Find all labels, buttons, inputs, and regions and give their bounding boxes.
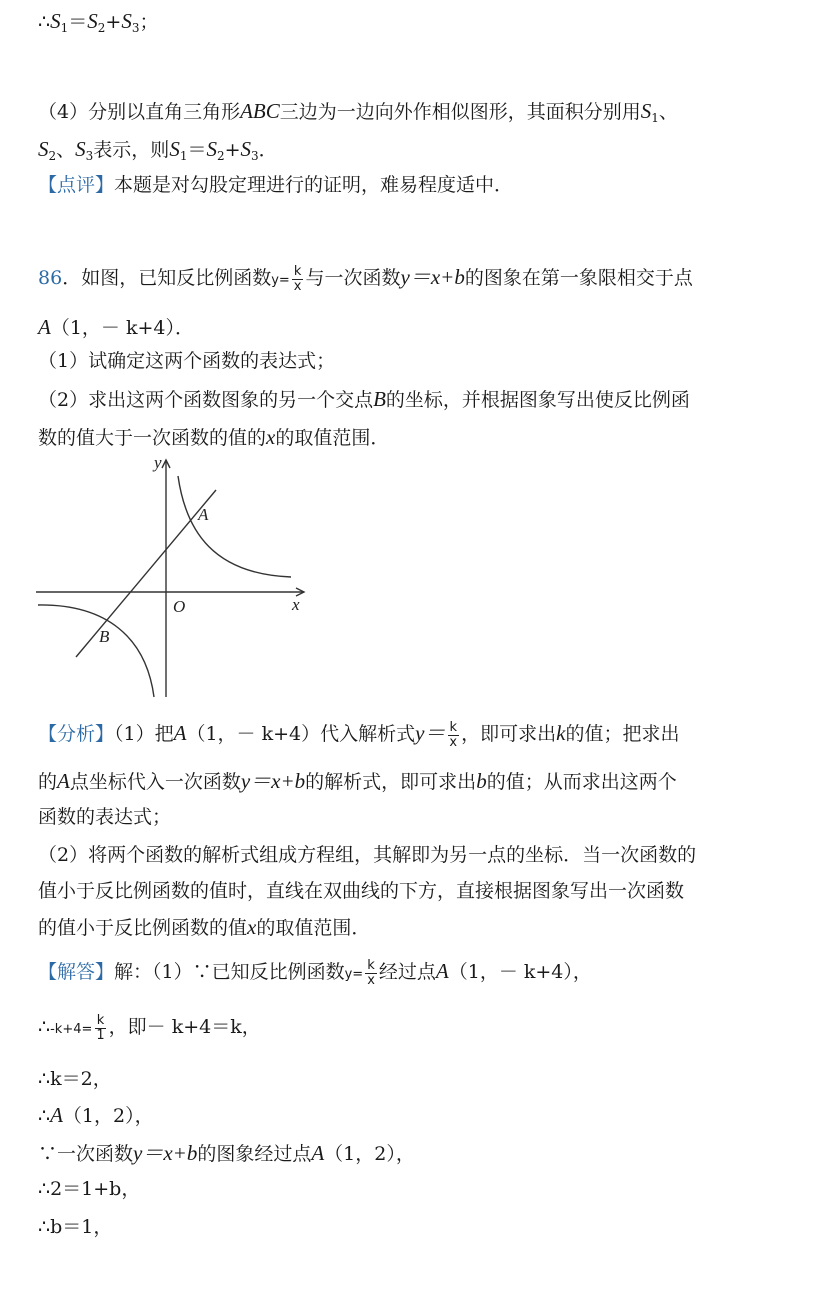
problem-q2: （2）求出这两个函数图象的另一个交点B的坐标，并根据图象写出使反比例函 <box>38 387 690 411</box>
item4-line1: （4）分别以直角三角形ABC三边为一边向外作相似图形，其面积分别用$S_1$、 <box>38 99 678 125</box>
origin-label: O <box>173 597 186 616</box>
analysis-line2: 的A点坐标代入一次函数y＝x+b的解析式，即可求出b的值；从而求出这两个 <box>38 769 677 793</box>
problem-line2: A（1，－ k+4）． <box>38 315 194 339</box>
analysis-line3: 函数的表达式； <box>38 806 172 828</box>
therefore-symbol: ∴ <box>38 11 51 33</box>
point-b-label: B <box>99 627 110 646</box>
y-axis-label: y <box>154 453 162 472</box>
result-line: $\therefore S_1=S_2+S_3$； <box>38 9 159 35</box>
analysis-tag: 【分析】 <box>38 723 115 745</box>
problem-q1: （1）试确定这两个函数的表达式； <box>38 350 336 372</box>
triangle-label: ABC <box>240 99 280 123</box>
solution-line6: ∴2＝1+b， <box>38 1178 141 1200</box>
problem-q3: 数的值大于一次函数的值的x的取值范围． <box>38 425 390 449</box>
solution-line5: ∵一次函数y＝x+b的图象经过点A（1，2）， <box>38 1141 415 1165</box>
problem-line1: 86．如图，已知反比例函数y= $\frac{k}{x}$ 与一次函数y＝x+b的图象在第一象限相交于点 <box>38 263 693 294</box>
hyperbola-branch-1 <box>178 476 291 577</box>
function-graph <box>36 452 316 702</box>
fraction-k-over-x: $\frac{k}{x}$ <box>449 719 458 750</box>
comment-tag: 【点评】 <box>38 174 115 196</box>
comment-line: 【点评】本题是对勾股定理进行的证明，难易程度适中． <box>38 174 514 196</box>
point-a-label: A <box>198 505 209 524</box>
fraction-k-over-1: $\frac{k}{1}$ <box>96 1012 105 1043</box>
linear-function-line <box>76 490 216 657</box>
problem-number: 86 <box>38 267 63 289</box>
analysis-line5: 值小于反比例函数的值时，直线在双曲线的下方，直接根据图象写出一次函数 <box>38 880 685 902</box>
analysis-line4: （2）将两个函数的解析式组成方程组，其解即为另一点的坐标．当一次函数的 <box>38 844 697 866</box>
solution-line2: ∴-k+4= $\frac{k}{1}$ ，即－ k+4＝k， <box>38 1012 261 1043</box>
analysis-line1: 【分析】（1）把A（1，－ k+4）代入解析式y＝ $\frac{k}{x}$ ，即可求出k的值；把求出 <box>38 719 680 750</box>
analysis-line6: 的值小于反比例函数的值x的取值范围． <box>38 915 371 939</box>
solution-line1: 【解答】解：（1）∵已知反比例函数y= $\frac{k}{x}$ 经过点A（1，－ k+4）， <box>38 957 592 988</box>
solution-line4: ∴A（1，2）， <box>38 1103 154 1127</box>
hyperbola-branch-2 <box>38 605 154 697</box>
solution-line7: ∴b＝1， <box>38 1216 113 1238</box>
solution-line3: ∴k＝2， <box>38 1068 112 1090</box>
item4-line2: $S_2$、$S_3$表示，则$S_1=S_2+S_3$． <box>38 137 278 163</box>
solution-tag: 【解答】 <box>38 961 115 983</box>
fraction-k-over-x: $\frac{k}{x}$ <box>293 263 302 294</box>
x-axis-label: x <box>292 595 300 614</box>
fraction-k-over-x: $\frac{k}{x}$ <box>367 957 375 988</box>
